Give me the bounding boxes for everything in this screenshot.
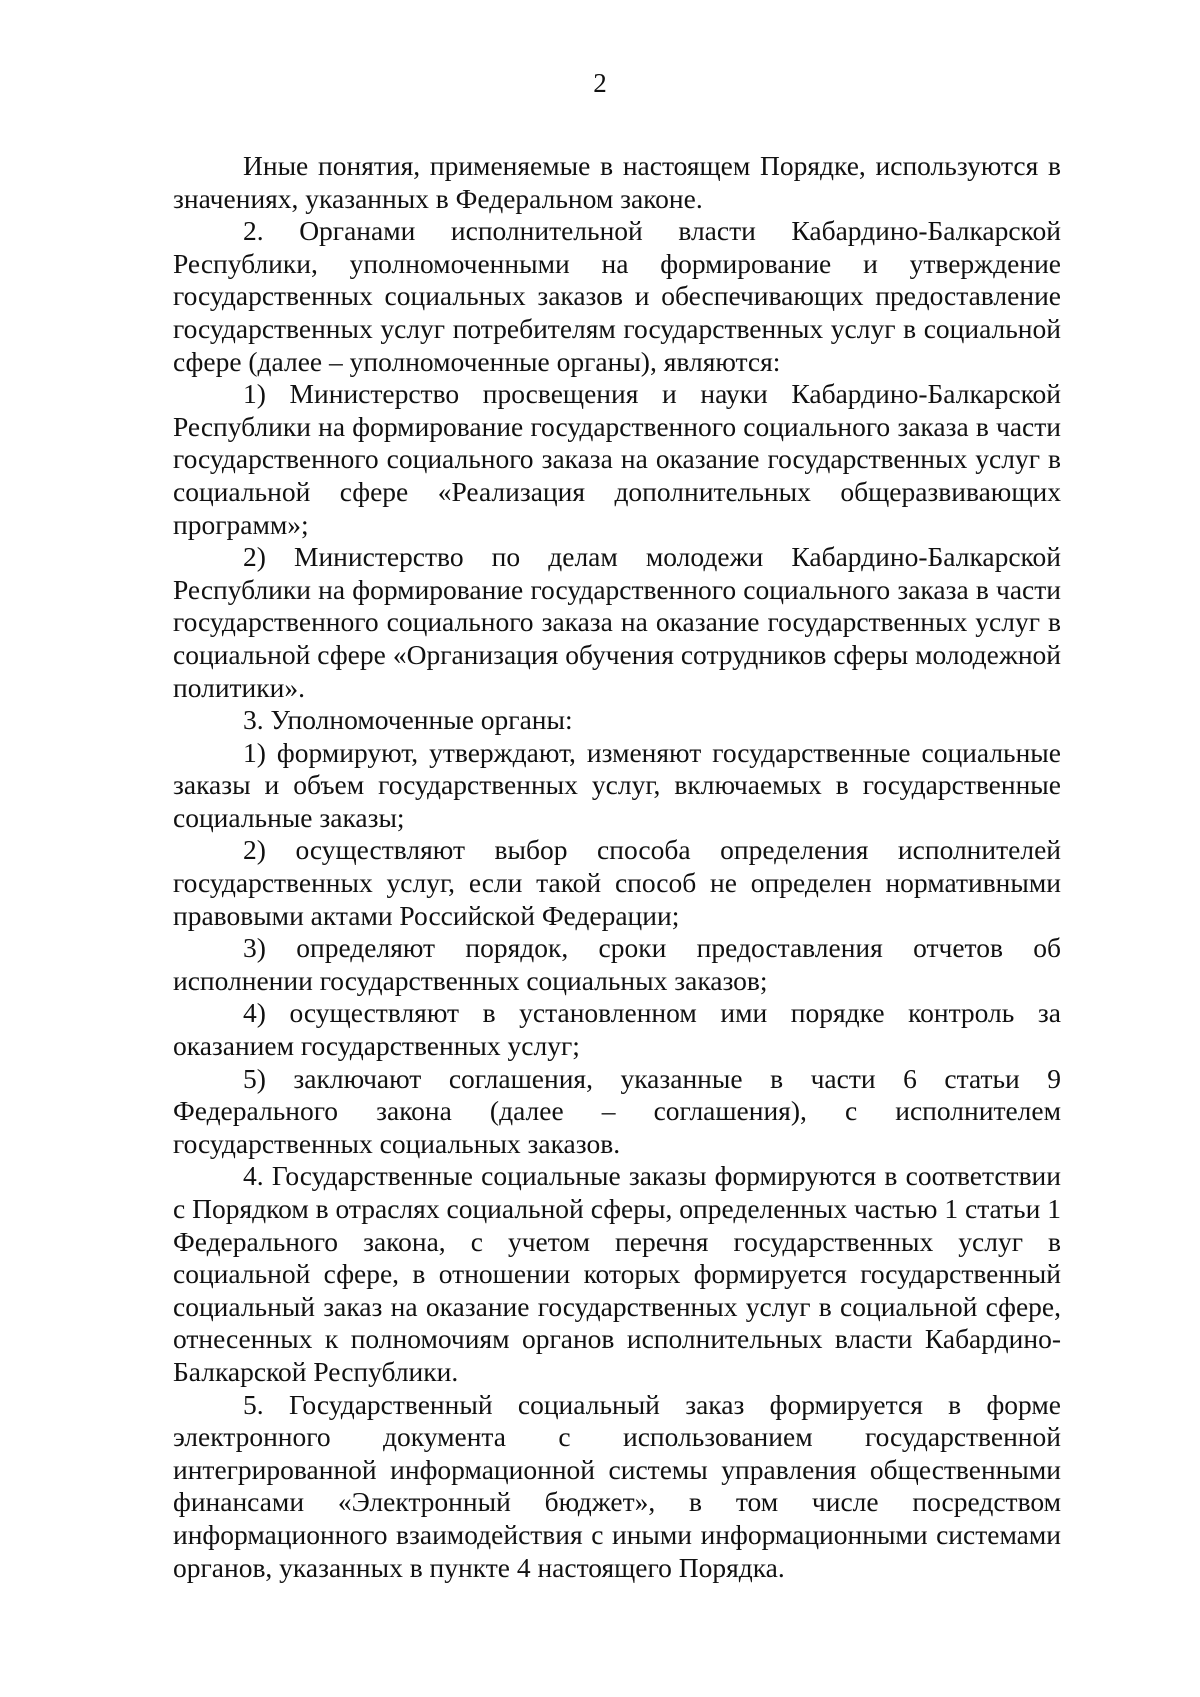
paragraph-item-2: 2. Органами исполнительной власти Кабардино-Балкарской Республики, уполномоченными на формирование и утверждение государственных социальных заказов и обеспечивающих предоставление государственных услуг потребителям государственных услуг в социальной сфере (далее – уполномоченные органы), являются: [173, 215, 1061, 377]
paragraph-item-2-sub-1: 1) Министерство просвещения и науки Кабардино-Балкарской Республики на формирование государственного социального заказа в части государственного социального заказа на оказание государственных услуг в социальной сфере «Реализация дополнительных общеразвивающих программ»; [173, 378, 1061, 540]
paragraph-item-5: 5. Государственный социальный заказ формируется в форме электронного документа с использованием государственной интегрированной информационной системы управления общественными финансами «Электронный бюджет», в том числе посредством информационного взаимодействия с иными информационными системами органов, указанных в пункте 4 настоящего Порядка. [173, 1388, 1061, 1583]
paragraph-item-3-sub-3: 3) определяют порядок, сроки предоставления отчетов об исполнении государственных социальных заказов; [173, 932, 1061, 996]
paragraph-other-concepts: Иные понятия, применяемые в настоящем Порядке, используются в значениях, указанных в Федеральном законе. [173, 150, 1061, 214]
paragraph-item-3-sub-2: 2) осуществляют выбор способа определения исполнителей государственных услуг, если такой способ не определен нормативными правовыми актами Российской Федерации; [173, 834, 1061, 931]
paragraph-item-4: 4. Государственные социальные заказы формируются в соответствии с Порядком в отраслях социальной сферы, определенных частью 1 статьи 1 Федерального закона, с учетом перечня государственных услуг в социальной сфере, в отношении которых формируется государственный социальный заказ на оказание государственных услуг в социальной сфере, отнесенных к полномочиям органов исполнительных власти Кабардино-Балкарской Республики. [173, 1160, 1061, 1387]
paragraph-item-3-sub-5: 5) заключают соглашения, указанные в части 6 статьи 9 Федерального закона (далее – соглашения), с исполнителем государственных социальных заказов. [173, 1062, 1061, 1159]
paragraph-item-3-sub-4: 4) осуществляют в установленном ими порядке контроль за оказанием государственных услуг; [173, 997, 1061, 1062]
paragraph-item-3: 3. Уполномоченные органы: [243, 704, 573, 736]
document-body [173, 150, 1061, 1584]
paragraph-item-2-sub-2: 2) Министерство по делам молодежи Кабардино-Балкарской Республики на формирование государственного социального заказа в части государственного социального заказа на оказание государственных услуг в социальной сфере «Организация обучения сотрудников сферы молодежной политики». [173, 541, 1061, 703]
page-number: 2 [593, 68, 607, 98]
paragraph-item-3-sub-1: 1) формируют, утверждают, изменяют государственные социальные заказы и объем государственных услуг, включаемых в государственные социальные заказы; [173, 736, 1061, 833]
